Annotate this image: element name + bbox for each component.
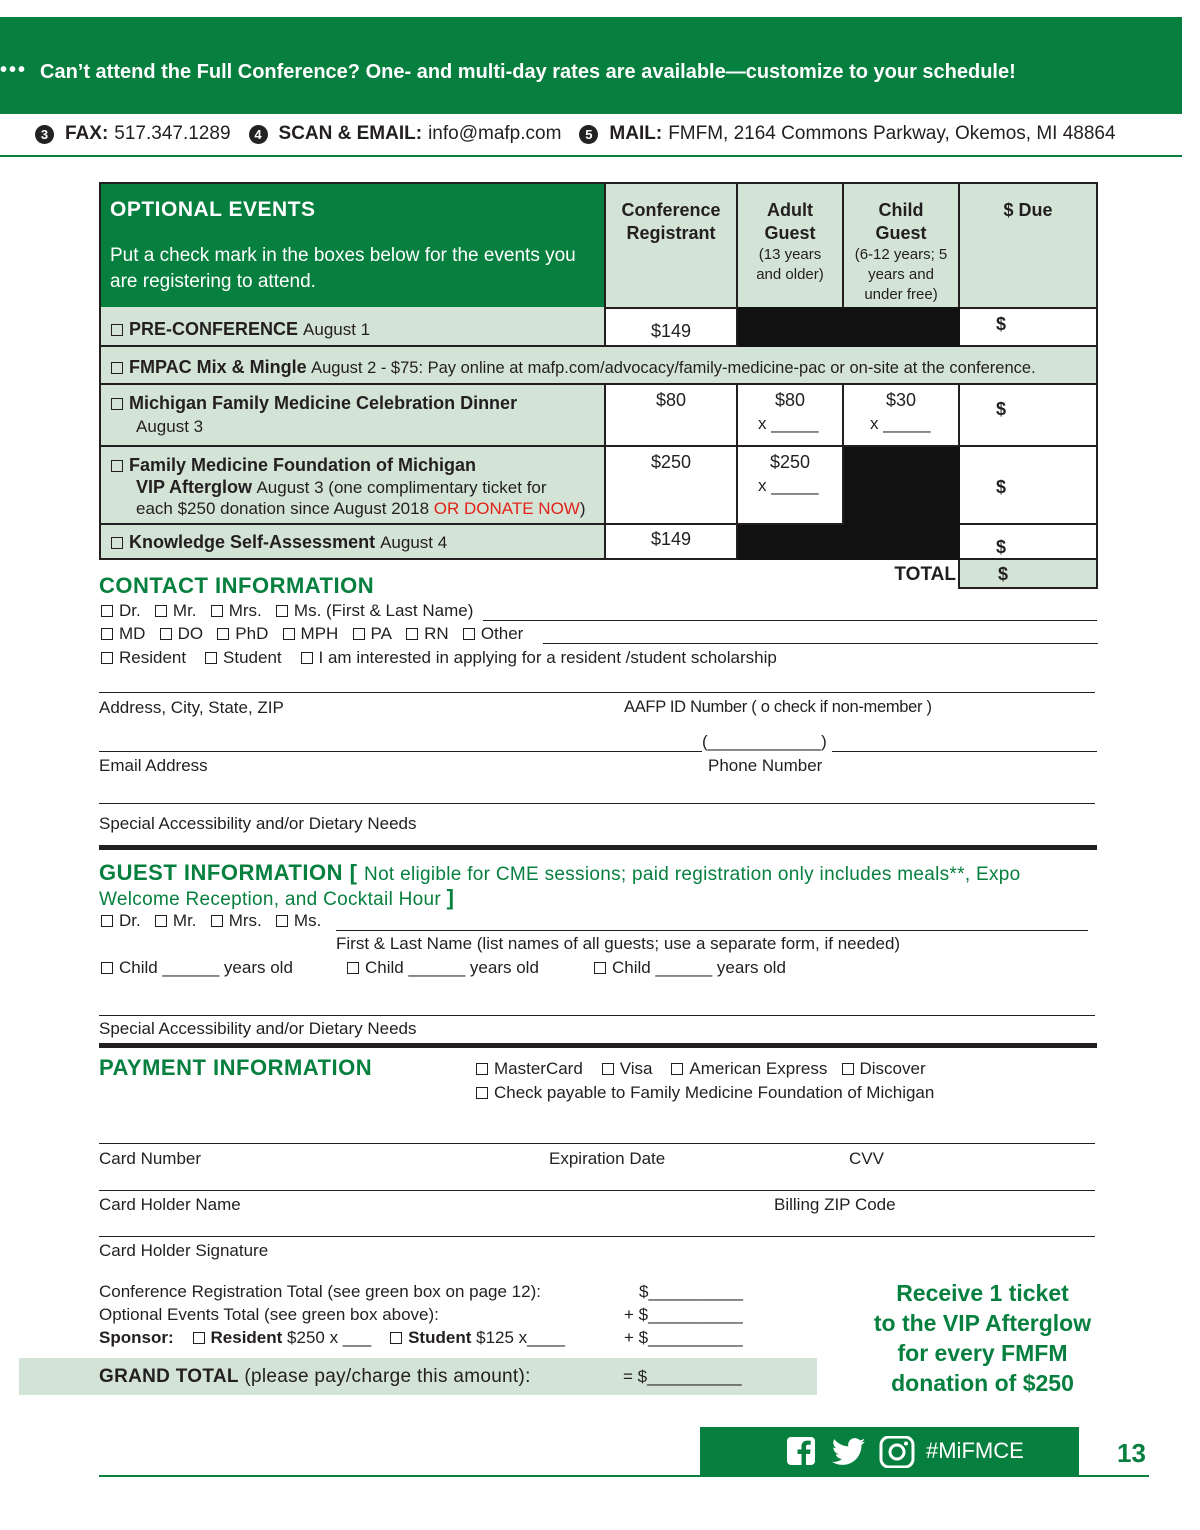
card-type-row: MasterCard Visa American Express Discover: [476, 1059, 926, 1079]
guest-note-2: Welcome Reception, and Cocktail Hour ]: [99, 885, 455, 910]
optional-events-title: OPTIONAL EVENTS: [110, 198, 316, 221]
sponsor-amount[interactable]: + $__________: [624, 1328, 743, 1347]
vip-child-blackout: [844, 447, 960, 525]
mr-checkbox[interactable]: [155, 605, 167, 617]
mastercard-checkbox[interactable]: [476, 1063, 488, 1075]
card-number-field[interactable]: [99, 1143, 1095, 1144]
phone-label: Phone Number: [708, 756, 823, 775]
row-vip-afterglow[interactable]: Family Medicine Foundation of Michigan VIP Afterglow August 3 (one complimentary ticket for each $250 donation since August 2018 OR DONATE NOW): [99, 447, 606, 525]
col-adult-sub: (13 years and older): [756, 246, 824, 283]
dinner-child[interactable]: $30 x _____: [844, 385, 960, 447]
ms-checkbox[interactable]: [276, 605, 288, 617]
visa-checkbox[interactable]: [602, 1063, 614, 1075]
instagram-icon[interactable]: [879, 1436, 915, 1468]
conf-total-amount[interactable]: $__________: [639, 1282, 744, 1301]
row-ksa[interactable]: Knowledge Self-Assessment August 4: [99, 525, 606, 560]
col-due: [960, 182, 1098, 309]
address-label: Address, City, State, ZIP: [99, 698, 284, 717]
vip-promo: Receive 1 ticket to the VIP Afterglow for every FMFM donation of $250: [873, 1280, 1092, 1396]
pa-checkbox[interactable]: [353, 628, 365, 640]
mail-value: FMFM, 2164 Commons Parkway, Okemos, MI 48864: [668, 123, 1116, 144]
sponsor-row: Sponsor: Resident $250 x ___ Student $125 x____: [99, 1328, 565, 1347]
other-checkbox[interactable]: [463, 628, 475, 640]
aafp-label: AAFP ID Number ( o check if non-member ): [624, 698, 932, 716]
ksa-price: $149: [606, 525, 738, 560]
dinner-checkbox[interactable]: [111, 398, 123, 410]
grand-total-bar: [19, 1358, 817, 1395]
facebook-icon[interactable]: [786, 1436, 816, 1466]
student-checkbox[interactable]: [205, 652, 217, 664]
dinner-adult[interactable]: $80 x _____: [738, 385, 844, 447]
card-number-label: Card Number: [99, 1149, 202, 1168]
fax-value: 517.347.1289: [114, 123, 231, 144]
discover-checkbox[interactable]: [842, 1063, 854, 1075]
total-due[interactable]: $: [958, 560, 1098, 589]
contact-title: CONTACT INFORMATION: [99, 573, 375, 598]
grand-total-note: (please pay/charge this amount):: [244, 1366, 531, 1387]
grand-total-label: GRAND TOTAL: [99, 1366, 239, 1387]
signature-field[interactable]: [99, 1236, 1095, 1237]
payment-divider: [99, 1043, 1097, 1048]
sponsor-resident-checkbox[interactable]: [193, 1332, 205, 1344]
dr-checkbox[interactable]: [101, 605, 113, 617]
scan-email-label: SCAN & EMAIL:: [278, 123, 423, 144]
email-field[interactable]: [99, 751, 702, 752]
phone-area-code[interactable]: (____________): [702, 732, 827, 751]
fax-label: FAX:: [65, 123, 109, 144]
name-field[interactable]: [483, 620, 1097, 621]
guest-title: GUEST INFORMATION [ Not eligible for CME sessions; paid registration only includes meals**, Expo: [99, 860, 1021, 885]
scholarship-checkbox[interactable]: [301, 652, 313, 664]
banner-dots: •••: [0, 59, 28, 81]
resident-checkbox[interactable]: [101, 652, 113, 664]
preconference-blackout: [738, 307, 960, 347]
dinner-price: $80: [606, 385, 738, 447]
guest-name-hint: First & Last Name (list names of all guests; use a separate form, if needed): [336, 934, 901, 953]
step-5-icon: 5: [579, 125, 598, 144]
guest-child-3[interactable]: Child ______ years old: [594, 958, 786, 978]
scan-email-value: info@mafp.com: [428, 123, 562, 144]
vip-adult[interactable]: $250 x _____: [738, 447, 844, 525]
col-child-label: Child Guest: [875, 200, 927, 243]
mail-label: MAIL:: [609, 123, 663, 144]
vip-checkbox[interactable]: [111, 460, 123, 472]
guest-mr-checkbox[interactable]: [155, 915, 167, 927]
col-child-guest: [844, 182, 960, 309]
amex-checkbox[interactable]: [671, 1063, 683, 1075]
child-1-checkbox[interactable]: [101, 962, 113, 974]
col-adult-label: Adult Guest: [764, 200, 816, 243]
guest-ms-checkbox[interactable]: [276, 915, 288, 927]
phd-checkbox[interactable]: [217, 628, 229, 640]
optional-events-header: [99, 182, 606, 309]
do-checkbox[interactable]: [160, 628, 172, 640]
degree-row: MD DO PhD MPH PA RN Other: [101, 624, 523, 644]
guest-special-needs-field[interactable]: [99, 1015, 1095, 1016]
col-child-sub: (6-12 years; 5 years and under free): [854, 246, 948, 303]
vip-due[interactable]: $: [960, 447, 1098, 525]
ksa-blackout: [738, 525, 960, 560]
fmpac-checkbox[interactable]: [111, 362, 123, 374]
payment-title: PAYMENT INFORMATION: [99, 1055, 373, 1080]
mph-checkbox[interactable]: [283, 628, 295, 640]
guest-child-1[interactable]: Child ______ years old: [101, 958, 293, 978]
preconference-due[interactable]: $: [960, 307, 1098, 347]
footer-rule: [99, 1475, 1149, 1477]
cvv-label: CVV: [849, 1149, 884, 1168]
col-adult-guest: [738, 182, 844, 309]
optional-events-table: [99, 182, 1098, 589]
guest-child-2[interactable]: Child ______ years old: [347, 958, 539, 978]
opt-total-label: Optional Events Total (see green box above):: [99, 1305, 439, 1324]
send-divider: [0, 155, 1182, 157]
dinner-due[interactable]: $: [960, 385, 1098, 447]
optional-events-instructions: Put a check mark in the boxes below for the events you are registering to attend.: [110, 245, 576, 292]
guest-mrs-checkbox[interactable]: [211, 915, 223, 927]
ksa-checkbox[interactable]: [111, 537, 123, 549]
expiration-label: Expiration Date: [549, 1149, 666, 1168]
preconference-price: $149: [606, 307, 738, 347]
hashtag: #MiFMCE: [926, 1438, 1024, 1463]
row-preconference[interactable]: PRE-CONFERENCE August 1: [99, 307, 606, 347]
rn-checkbox[interactable]: [406, 628, 418, 640]
card-holder-label: Card Holder Name: [99, 1195, 241, 1214]
conf-total-label: Conference Registration Total (see green box on page 12):: [99, 1282, 541, 1301]
billing-zip-label: Billing ZIP Code: [774, 1195, 896, 1214]
guest-dr-checkbox[interactable]: [101, 915, 113, 927]
col-registrant: [606, 182, 738, 309]
page-number: 13: [1117, 1438, 1146, 1468]
total-label: TOTAL: [894, 564, 956, 585]
guest-divider: [99, 845, 1097, 850]
opt-total-amount[interactable]: + $__________: [624, 1305, 743, 1324]
guest-salutation-row: Dr. Mr. Mrs. Ms.: [101, 911, 321, 931]
twitter-icon[interactable]: [831, 1438, 867, 1466]
step-4-icon: 4: [249, 125, 268, 144]
other-degree-field[interactable]: [543, 643, 1098, 644]
check-option: Check payable to Family Medicine Foundation of Michigan: [476, 1083, 934, 1103]
phone-field[interactable]: [832, 751, 1097, 752]
guest-note-1: Not eligible for CME sessions; paid registration only includes meals**, Expo: [364, 864, 1021, 885]
md-checkbox[interactable]: [101, 628, 113, 640]
vip-price: $250: [606, 447, 738, 525]
address-field[interactable]: [99, 692, 1095, 693]
social-bar: [700, 1427, 1079, 1475]
contact-special-needs-label: Special Accessibility and/or Dietary Needs: [99, 814, 417, 833]
sponsor-student-checkbox[interactable]: [390, 1332, 402, 1344]
email-label: Email Address: [99, 756, 208, 775]
child-3-checkbox[interactable]: [594, 962, 606, 974]
col-registrant-label: Conference Registrant: [621, 200, 721, 243]
col-due-label: $ Due: [1003, 200, 1053, 220]
check-checkbox[interactable]: [476, 1087, 488, 1099]
preconference-checkbox[interactable]: [111, 324, 123, 336]
row-celebration-dinner[interactable]: Michigan Family Medicine Celebration Dinner August 3: [99, 385, 606, 447]
step-3-icon: 3: [35, 125, 54, 144]
contact-special-needs-field[interactable]: [99, 803, 1095, 804]
row-fmpac[interactable]: FMPAC Mix & Mingle August 2 - $75: Pay online at mafp.com/advocacy/family-medicine-pac or on-site at the conference.: [99, 347, 1098, 385]
child-2-checkbox[interactable]: [347, 962, 359, 974]
banner-text: Can’t attend the Full Conference? One- and multi-day rates are available—customize to your schedule!: [40, 61, 1016, 83]
card-holder-field[interactable]: [99, 1190, 1095, 1191]
salutation-row: Dr. Mr. Mrs. Ms. (First & Last Name): [101, 601, 473, 621]
send-options: [35, 121, 1116, 147]
signature-label: Card Holder Signature: [99, 1241, 269, 1260]
mrs-checkbox[interactable]: [211, 605, 223, 617]
top-banner: [0, 17, 1182, 114]
grand-total-amount[interactable]: = $__________: [623, 1367, 742, 1386]
ksa-due[interactable]: $: [960, 525, 1098, 560]
status-row: Resident Student I am interested in applying for a resident /student scholarship: [101, 648, 777, 668]
guest-special-needs-label: Special Accessibility and/or Dietary Needs: [99, 1019, 417, 1038]
guest-name-field[interactable]: [336, 930, 1088, 931]
donate-now-link[interactable]: OR DONATE NOW: [433, 499, 580, 518]
